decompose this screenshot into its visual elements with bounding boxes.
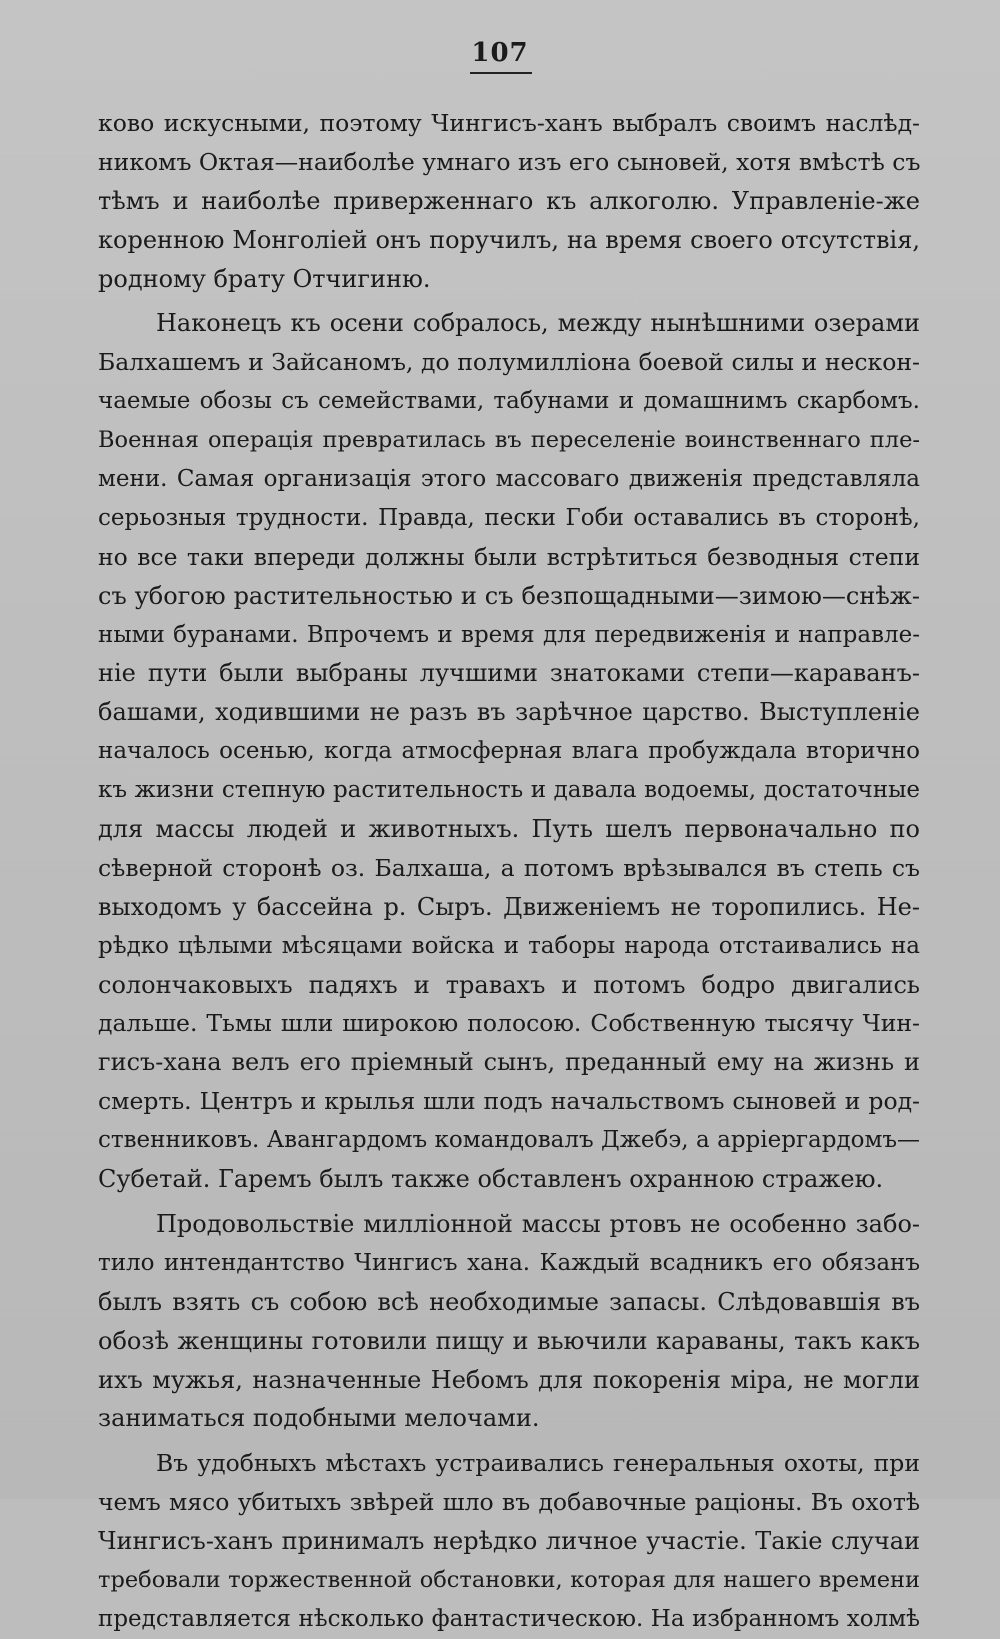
text-line: серьозныя трудности. Правда, пески Гоби оставались въ сторонѣ, xyxy=(98,504,920,531)
paragraph xyxy=(98,104,920,298)
text-line: ихъ мужья, назначенные Небомъ для покоренія міра, не могли xyxy=(98,1365,920,1394)
text-line: Балхашемъ и Зайсаномъ, до полумилліона боевой силы и нескон- xyxy=(98,348,920,377)
paragraph xyxy=(98,1444,920,1638)
paragraph xyxy=(98,304,920,1198)
text-line: ніе пути были выбраны лучшими знатоками степи—караванъ- xyxy=(98,659,920,688)
text-line: Наконецъ къ осени собралось, между нынѣшними озерами xyxy=(156,309,920,338)
text-line: чаемые обозы съ семействами, табунами и домашнимъ скарбомъ. xyxy=(98,388,920,415)
text-line: мени. Самая организація этого массоваго движенія представляла xyxy=(98,466,920,493)
text-line: обозѣ женщины готовили пищу и вьючили караваны, такъ какъ xyxy=(98,1326,920,1355)
text-line: коренною Монголіей онъ поручилъ, на время своего отсутствія, xyxy=(98,225,920,254)
text-line: Въ удобныхъ мѣстахъ устраивались генеральныя охоты, при xyxy=(156,1449,920,1478)
text-line: родному брату Отчигиню. xyxy=(98,264,431,293)
text-line: дальше. Тьмы шли широкою полосою. Собственную тысячу Чин- xyxy=(98,1009,920,1038)
page-number: 107 xyxy=(471,38,529,68)
page-number-rule xyxy=(470,72,532,74)
text-line: сѣверной сторонѣ оз. Балхаша, а потомъ врѣзывался въ степь съ xyxy=(98,853,920,882)
text-line: башами, ходившими не разъ въ зарѣчное царство. Выступленіе xyxy=(98,698,920,727)
body-text xyxy=(98,104,920,1639)
text-line: ково искусными, поэтому Чингисъ-ханъ выбралъ своимъ наслѣд- xyxy=(98,109,920,137)
text-line: требовали торжественной обстановки, которая для нашего времени xyxy=(98,1566,920,1593)
text-line: рѣдко цѣлыми мѣсяцами войска и таборы народа отстаивались на xyxy=(98,932,920,959)
text-line: гисъ-хана велъ его пріемный сынъ, преданный ему на жизнь и xyxy=(98,1048,920,1077)
text-line: чемъ мясо убитыхъ звѣрей шло въ добавочные раціоны. Въ охотѣ xyxy=(98,1488,920,1517)
text-line: Военная операція превратилась въ переселеніе воинственнаго пле- xyxy=(98,427,920,454)
text-line: съ убогою растительностью и съ безпощадными—зимою—снѣж- xyxy=(98,581,920,610)
text-line: смерть. Центръ и крылья шли подъ начальствомъ сыновей и род- xyxy=(98,1087,920,1116)
text-line: заниматься подобными мелочами. xyxy=(98,1404,540,1433)
text-line: Продовольствіе милліонной массы ртовъ не особенно забо- xyxy=(156,1209,920,1238)
text-line: для массы людей и животныхъ. Путь шелъ первоначально по xyxy=(98,815,920,844)
text-line: но все таки впереди должны были встрѣтиться безводныя степи xyxy=(98,542,920,571)
paragraph xyxy=(98,1205,920,1438)
text-line: былъ взять съ собою всѣ необходимые запасы. Слѣдовавшія въ xyxy=(98,1287,920,1316)
text-line: началось осенью, когда атмосферная влага пробуждала вторично xyxy=(98,738,920,765)
text-line: представляется нѣсколько фантастическою. На избранномъ холмѣ xyxy=(98,1605,920,1632)
text-line: выходомъ у бассейна р. Сыръ. Движеніемъ не торопились. Не- xyxy=(98,892,920,921)
text-line: ственниковъ. Авангардомъ командовалъ Джебэ, а арріергардомъ— xyxy=(98,1127,920,1154)
text-line: ными буранами. Впрочемъ и время для передвиженія и направле- xyxy=(98,621,920,648)
text-line: къ жизни степную растительность и давала водоемы, достаточные xyxy=(98,777,920,804)
text-line: никомъ Октая—наиболѣе умнаго изъ его сыновей, хотя вмѣстѣ съ xyxy=(98,147,921,176)
text-line: Субетай. Гаремъ былъ также обставленъ охранною стражею. xyxy=(98,1165,884,1194)
text-line: солончаковыхъ падяхъ и травахъ и потомъ бодро двигались xyxy=(98,970,920,999)
text-line: тѣмъ и наиболѣе приверженнаго къ алкоголю. Управленіе-же xyxy=(98,186,920,215)
text-line: Чингисъ-ханъ принималъ нерѣдко личное участіе. Такіе случаи xyxy=(98,1527,920,1556)
text-line: тило интендантство Чингисъ хана. Каждый всадникъ его обязанъ xyxy=(98,1249,920,1276)
